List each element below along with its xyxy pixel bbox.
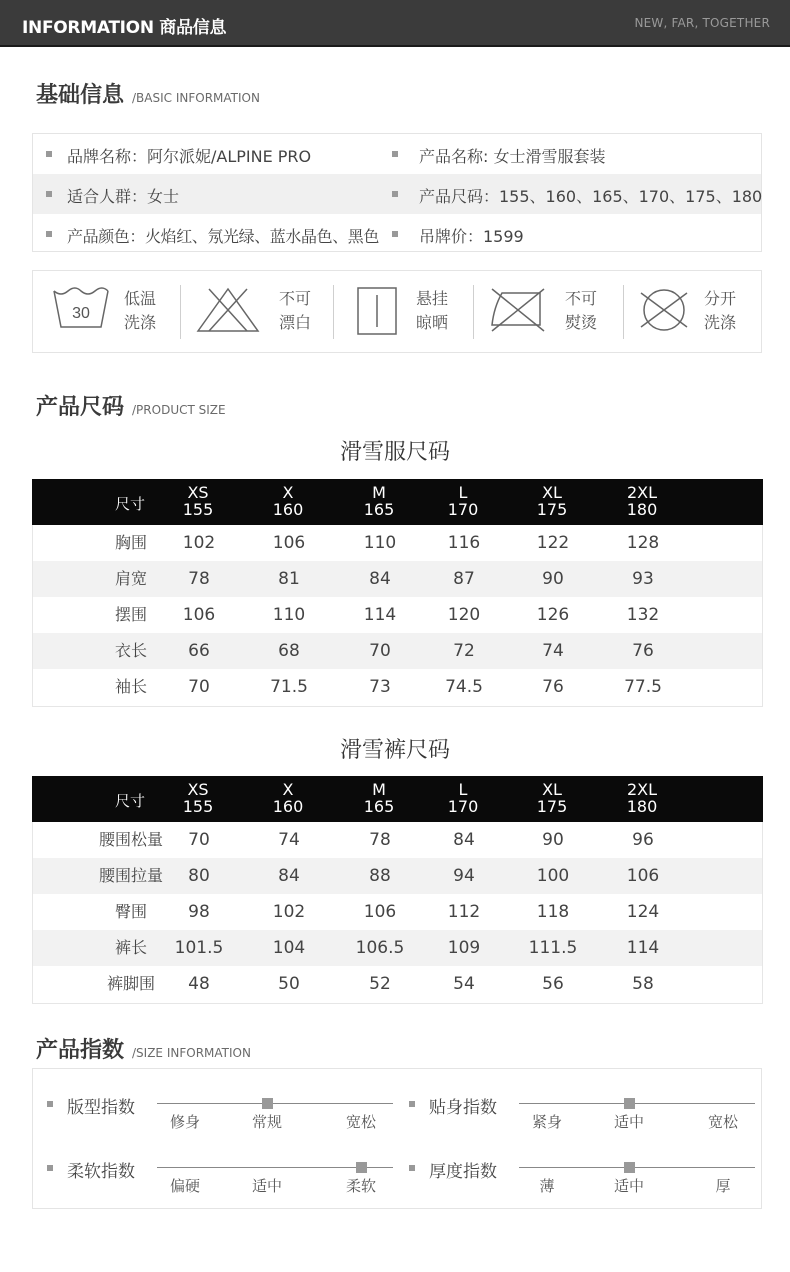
care-line: 不可	[279, 289, 312, 308]
index-scale-line	[157, 1103, 393, 1104]
table-cell: 66	[188, 641, 210, 661]
table-cell: 101.5	[174, 938, 224, 958]
size-code: X	[282, 780, 294, 799]
product-name-label: 产品名称: 女士滑雪服套装	[419, 147, 606, 166]
table-body	[32, 525, 763, 707]
bullet-icon	[47, 1165, 53, 1171]
index-title-cn: 产品指数	[36, 1038, 125, 1063]
table-cell: 48	[188, 974, 210, 994]
table-cell: 128	[626, 533, 660, 553]
bullet-icon	[47, 1101, 53, 1107]
table-cell: 70	[369, 641, 391, 661]
table-head-size	[433, 484, 493, 518]
table-cell: 74	[542, 641, 564, 661]
index-option: 适中	[613, 1177, 644, 1195]
table-cell: 102	[182, 533, 216, 553]
table-cell: 78	[369, 830, 391, 850]
size-code: XL	[542, 780, 562, 799]
row-label: 摆围	[114, 605, 147, 624]
table-head-size	[612, 781, 672, 815]
table-head-size	[433, 781, 493, 815]
info-row	[33, 134, 761, 174]
size-code: 2XL	[626, 483, 658, 502]
index-option: 适中	[613, 1113, 644, 1131]
basic-title-en: /BASIC INFORMATION	[132, 91, 260, 105]
row-label: 衣长	[114, 641, 147, 660]
care-item	[51, 271, 181, 352]
dry-clean-icon	[637, 285, 691, 335]
table-cell: 90	[542, 830, 564, 850]
index-name: 贴身指数	[429, 1098, 497, 1118]
index-option: 适中	[251, 1177, 282, 1195]
size-code: L	[458, 483, 468, 502]
divider	[473, 285, 474, 339]
row-label: 臀围	[114, 902, 147, 921]
table-row	[33, 633, 762, 669]
care-text	[565, 287, 597, 335]
pants-caption: 滑雪裤尺码	[339, 738, 450, 763]
table-cell: 77.5	[624, 677, 662, 697]
info-row	[33, 174, 761, 214]
index-option: 宽松	[707, 1113, 738, 1131]
table-row	[33, 597, 762, 633]
size-height: 170	[447, 797, 479, 816]
header-bar	[0, 0, 790, 47]
table-cell: 73	[369, 677, 391, 697]
table-cell: 68	[278, 641, 300, 661]
wash-30-icon	[51, 285, 111, 335]
table-cell: 70	[188, 677, 210, 697]
bullet-icon	[392, 191, 398, 197]
table-head-size	[168, 781, 228, 815]
size-height: 175	[536, 500, 568, 519]
table-row	[33, 966, 762, 1002]
size-height: 180	[626, 797, 658, 816]
index-option: 偏硬	[169, 1177, 200, 1195]
basic-info-box	[32, 133, 762, 252]
no-bleach-icon	[195, 285, 261, 335]
table-head-size	[522, 484, 582, 518]
bullet-icon	[409, 1101, 415, 1107]
pants-size-table	[32, 776, 763, 1005]
table-body	[32, 822, 763, 1004]
table-cell: 126	[536, 605, 570, 625]
care-text	[124, 287, 156, 335]
table-cell: 110	[272, 605, 306, 625]
header-slogan: NEW, FAR, TOGETHER	[634, 16, 770, 30]
table-cell: 106	[363, 902, 397, 922]
table-cell: 109	[447, 938, 481, 958]
size-section-title	[36, 390, 226, 421]
size-height: 155	[182, 500, 214, 519]
table-cell: 96	[632, 830, 654, 850]
index-scale-line	[519, 1167, 755, 1168]
table-cell: 81	[278, 569, 300, 589]
table-head-size	[522, 781, 582, 815]
table-cell: 56	[542, 974, 564, 994]
care-line: 洗涤	[124, 313, 157, 332]
index-option: 厚	[715, 1177, 731, 1195]
table-cell: 74	[278, 830, 300, 850]
hang-dry-icon	[355, 285, 399, 337]
care-text	[416, 287, 448, 335]
size-height: 155	[182, 797, 214, 816]
index-option: 宽松	[345, 1113, 376, 1131]
table-cell: 114	[363, 605, 397, 625]
table-cell: 98	[188, 902, 210, 922]
size-title-en: /PRODUCT SIZE	[132, 403, 226, 417]
table-cell: 84	[369, 569, 391, 589]
size-code: XS	[187, 483, 209, 502]
table-cell: 111.5	[528, 938, 578, 958]
table-cell: 100	[536, 866, 570, 886]
care-text	[279, 287, 311, 335]
row-label: 裤脚围	[106, 974, 155, 993]
row-label: 腰围松量	[98, 830, 163, 849]
index-name: 版型指数	[67, 1098, 135, 1118]
size-height: 170	[447, 500, 479, 519]
divider	[623, 285, 624, 339]
table-cell: 84	[278, 866, 300, 886]
bullet-icon	[46, 191, 52, 197]
size-code: XS	[187, 780, 209, 799]
care-item	[488, 271, 628, 352]
table-cell: 88	[369, 866, 391, 886]
basic-title-cn: 基础信息	[36, 83, 125, 108]
table-cell: 124	[626, 902, 660, 922]
index-option: 柔软	[345, 1177, 376, 1195]
index-section-title	[36, 1033, 251, 1064]
table-head-size	[258, 781, 318, 815]
colors-label: 产品颜色：火焰红、氖光绿、蓝水晶色、黑色	[67, 227, 380, 246]
size-code: M	[372, 483, 386, 502]
table-row	[33, 822, 762, 858]
size-code: X	[282, 483, 294, 502]
index-box	[32, 1068, 762, 1209]
row-label: 胸围	[114, 533, 147, 552]
table-cell: 71.5	[270, 677, 308, 697]
table-cell: 74.5	[445, 677, 483, 697]
table-header	[32, 776, 763, 822]
care-line: 洗涤	[704, 313, 737, 332]
table-cell: 70	[188, 830, 210, 850]
brand-label: 品牌名称：阿尔派妮/ALPINE PRO	[67, 147, 312, 166]
jacket-caption: 滑雪服尺码	[339, 440, 450, 465]
header-title: INFORMATION 商品信息	[22, 18, 227, 38]
table-cell: 118	[536, 902, 570, 922]
index-marker	[356, 1162, 367, 1173]
size-code: 2XL	[626, 780, 658, 799]
table-cell: 114	[626, 938, 660, 958]
table-head-size	[349, 484, 409, 518]
size-height: 160	[272, 500, 304, 519]
table-cell: 93	[632, 569, 654, 589]
table-row	[33, 858, 762, 894]
table-cell: 84	[453, 830, 475, 850]
bullet-icon	[409, 1165, 415, 1171]
table-head-size	[612, 484, 672, 518]
size-height: 165	[363, 797, 395, 816]
care-box	[32, 270, 762, 353]
index-option: 常规	[251, 1113, 282, 1131]
table-head-size	[168, 484, 228, 518]
index-title-en: /SIZE INFORMATION	[132, 1046, 251, 1060]
table-cell: 106	[272, 533, 306, 553]
audience-label: 适合人群：女士	[67, 187, 180, 206]
row-label: 肩宽	[114, 569, 147, 588]
table-row	[33, 525, 762, 561]
size-code: L	[458, 780, 468, 799]
care-line: 晾晒	[416, 313, 449, 332]
table-head-label: 尺寸	[114, 495, 145, 513]
bullet-icon	[392, 151, 398, 157]
size-height: 175	[536, 797, 568, 816]
row-label: 腰围拉量	[98, 866, 163, 885]
table-cell: 87	[453, 569, 475, 589]
care-item	[195, 271, 335, 352]
table-head-label: 尺寸	[114, 792, 145, 810]
table-cell: 76	[632, 641, 654, 661]
care-item	[637, 271, 762, 352]
size-height: 165	[363, 500, 395, 519]
size-height: 160	[272, 797, 304, 816]
table-head-size	[258, 484, 318, 518]
table-row	[33, 894, 762, 930]
table-cell: 106	[182, 605, 216, 625]
index-marker	[262, 1098, 273, 1109]
table-cell: 90	[542, 569, 564, 589]
index-option: 紧身	[531, 1113, 562, 1131]
table-cell: 80	[188, 866, 210, 886]
table-head-size	[349, 781, 409, 815]
size-height: 180	[626, 500, 658, 519]
divider	[180, 285, 181, 339]
table-cell: 120	[447, 605, 481, 625]
care-line: 熨烫	[565, 313, 598, 332]
size-code: M	[372, 780, 386, 799]
wash-temp: 30	[72, 305, 90, 322]
care-line: 漂白	[279, 313, 312, 332]
index-name: 厚度指数	[429, 1162, 497, 1182]
table-cell: 94	[453, 866, 475, 886]
price-label: 吊牌价：1599	[419, 227, 524, 246]
table-cell: 112	[447, 902, 481, 922]
table-row	[33, 930, 762, 966]
sizes-label: 产品尺码：155、160、165、170、175、180	[419, 187, 763, 206]
bullet-icon	[46, 231, 52, 237]
table-cell: 110	[363, 533, 397, 553]
row-label: 裤长	[114, 938, 147, 957]
size-code: XL	[542, 483, 562, 502]
bullet-icon	[392, 231, 398, 237]
table-cell: 72	[453, 641, 475, 661]
table-cell: 104	[272, 938, 306, 958]
info-row	[33, 214, 761, 254]
table-cell: 76	[542, 677, 564, 697]
table-cell: 122	[536, 533, 570, 553]
jacket-size-table	[32, 479, 763, 708]
table-cell: 132	[626, 605, 660, 625]
no-iron-icon	[488, 285, 546, 335]
divider	[333, 285, 334, 339]
index-marker	[624, 1162, 635, 1173]
basic-section-title	[36, 78, 260, 109]
care-line: 低温	[124, 289, 157, 308]
table-row	[33, 561, 762, 597]
size-title-cn: 产品尺码	[36, 395, 125, 420]
care-line: 不可	[565, 289, 598, 308]
table-row	[33, 669, 762, 705]
table-cell: 102	[272, 902, 306, 922]
index-marker	[624, 1098, 635, 1109]
table-cell: 52	[369, 974, 391, 994]
table-cell: 116	[447, 533, 481, 553]
care-line: 分开	[704, 289, 737, 308]
care-item	[355, 271, 475, 352]
index-scale-line	[519, 1103, 755, 1104]
table-cell: 50	[278, 974, 300, 994]
table-cell: 54	[453, 974, 475, 994]
table-cell: 106	[626, 866, 660, 886]
table-header	[32, 479, 763, 525]
row-label: 袖长	[114, 677, 147, 696]
bullet-icon	[46, 151, 52, 157]
table-cell: 58	[632, 974, 654, 994]
care-line: 悬挂	[416, 289, 449, 308]
index-option: 修身	[169, 1113, 200, 1131]
table-cell: 106.5	[355, 938, 405, 958]
care-text	[704, 287, 736, 335]
table-cell: 78	[188, 569, 210, 589]
index-name: 柔软指数	[67, 1162, 135, 1182]
index-option: 薄	[539, 1177, 555, 1195]
